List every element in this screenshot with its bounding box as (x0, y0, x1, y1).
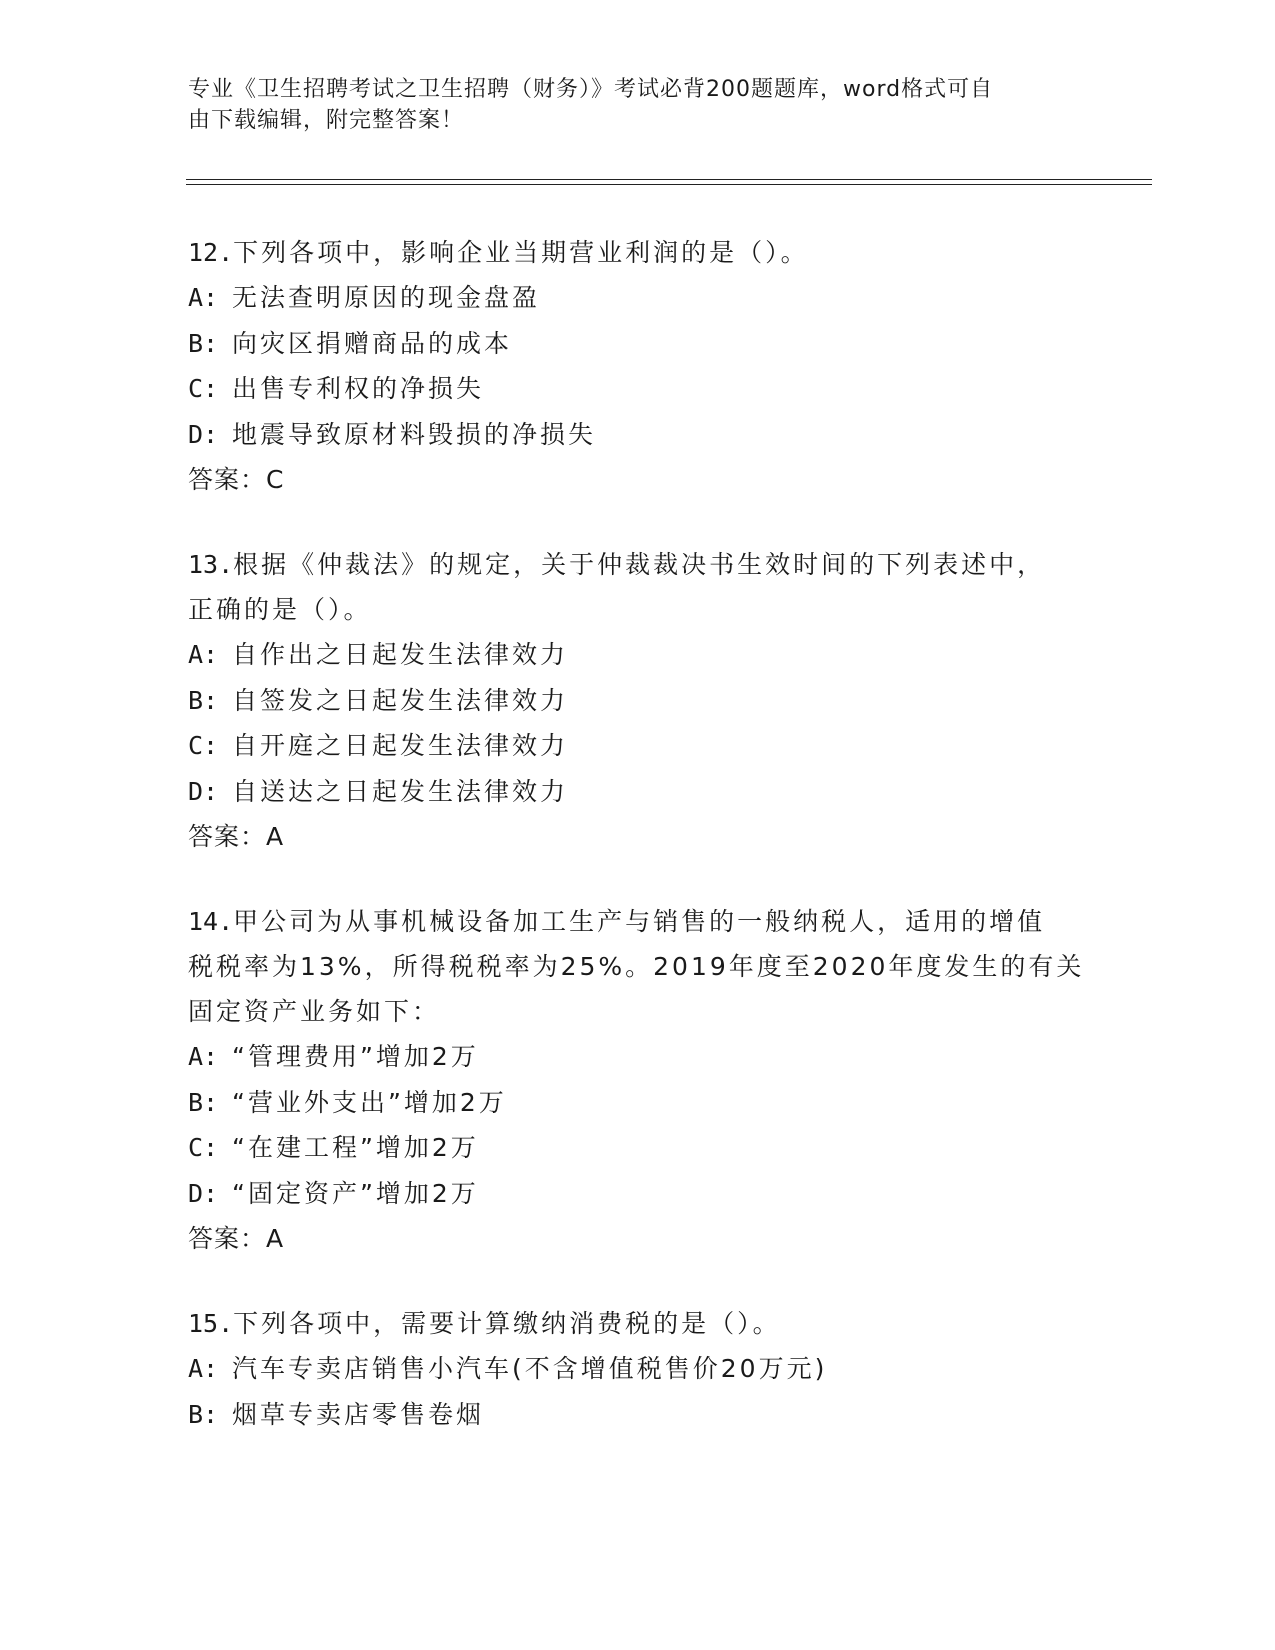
answer-value: C (266, 465, 285, 494)
question-number: 13. (188, 550, 234, 579)
header-divider-top (186, 179, 1152, 180)
header-divider-bottom (186, 184, 1152, 185)
option-c (188, 1125, 1088, 1171)
answer-label: 答案： (188, 1224, 267, 1253)
option-text: 自送达之日起发生法律效力 (232, 776, 569, 806)
question-number: 14. (188, 907, 234, 936)
option-b (188, 678, 1088, 724)
option-text: 自作出之日起发生法律效力 (232, 640, 569, 669)
option-c (188, 723, 1088, 769)
question-stem-line (188, 1301, 1088, 1346)
option-letter: A: (188, 1354, 219, 1383)
option-letter: D: (188, 1178, 219, 1208)
question-13 (188, 542, 1088, 859)
option-letter: A: (188, 640, 219, 669)
option-letter: B: (188, 328, 219, 358)
option-b (188, 1080, 1088, 1126)
option-text: “固定资产”增加2万 (232, 1178, 479, 1208)
option-letter: C: (188, 374, 219, 403)
option-a (188, 1346, 1088, 1392)
question-text: 固定资产业务如下： (188, 997, 441, 1026)
question-text: 下列各项中，需要计算缴纳消费税的是（）。 (233, 1309, 781, 1338)
option-letter: D: (188, 419, 219, 449)
option-text: “营业外支出”增加2万 (232, 1087, 507, 1117)
option-letter: B: (188, 1087, 219, 1117)
question-14 (188, 899, 1088, 1261)
option-letter: B: (188, 685, 219, 715)
option-b (188, 1392, 1088, 1438)
question-15 (188, 1301, 1088, 1437)
question-stem-line (188, 944, 1088, 989)
answer-line (188, 1216, 1088, 1261)
option-text: 自开庭之日起发生法律效力 (232, 731, 569, 760)
option-text: 汽车专卖店销售小汽车(不含增值税售价20万元) (232, 1354, 828, 1383)
question-12 (188, 230, 1088, 502)
question-stem-line (188, 542, 1088, 587)
answer-line (188, 814, 1088, 859)
option-text: “管理费用”增加2万 (232, 1042, 479, 1071)
option-text: 自签发之日起发生法律效力 (232, 685, 569, 715)
answer-label: 答案： (188, 822, 267, 851)
option-d (188, 1171, 1088, 1217)
option-a (188, 275, 1088, 321)
option-letter: C: (188, 731, 219, 760)
document-header (188, 74, 1068, 136)
option-b (188, 321, 1088, 367)
answer-value: A (266, 822, 285, 851)
question-stem-line (188, 989, 1088, 1034)
option-text: 无法查明原因的现金盘盈 (232, 283, 541, 312)
option-letter: A: (188, 1042, 219, 1071)
option-letter: A: (188, 283, 219, 312)
question-number: 15. (188, 1309, 234, 1338)
question-text: 甲公司为从事机械设备加工生产与销售的一般纳税人，适用的增值 (233, 907, 1046, 936)
question-number: 12. (188, 238, 234, 267)
question-stem-line (188, 899, 1088, 944)
question-text: 正确的是（）。 (188, 595, 372, 624)
option-text: 向灾区捐赠商品的成本 (232, 328, 513, 358)
option-c (188, 366, 1088, 412)
option-text: 地震导致原材料毁损的净损失 (232, 419, 597, 449)
option-a (188, 1034, 1088, 1080)
option-text: “在建工程”增加2万 (232, 1133, 479, 1162)
option-d (188, 769, 1088, 815)
answer-value: A (266, 1224, 285, 1253)
question-text: 根据《仲裁法》的规定，关于仲裁裁决书生效时间的下列表述中， (233, 550, 1046, 579)
option-letter: D: (188, 776, 219, 806)
header-line-1: 专业《卫生招聘考试之卫生招聘（财务）》考试必背200题题库，word格式可自 (188, 77, 994, 102)
question-text: 税税率为13%，所得税税率为25%。2019年度至2020年度发生的有关 (188, 952, 1085, 981)
option-letter: B: (188, 1399, 219, 1429)
answer-line (188, 457, 1088, 502)
option-letter: C: (188, 1133, 219, 1162)
option-text: 烟草专卖店零售卷烟 (232, 1399, 485, 1429)
question-stem-line (188, 587, 1088, 632)
question-stem-line (188, 230, 1088, 275)
question-list (188, 230, 1088, 1477)
option-d (188, 412, 1088, 458)
option-a (188, 632, 1088, 678)
header-line-2: 由下载编辑，附完整答案！ (188, 108, 465, 133)
option-text: 出售专利权的净损失 (232, 374, 485, 403)
question-text: 下列各项中，影响企业当期营业利润的是（）。 (233, 238, 809, 267)
answer-label: 答案： (188, 465, 267, 494)
